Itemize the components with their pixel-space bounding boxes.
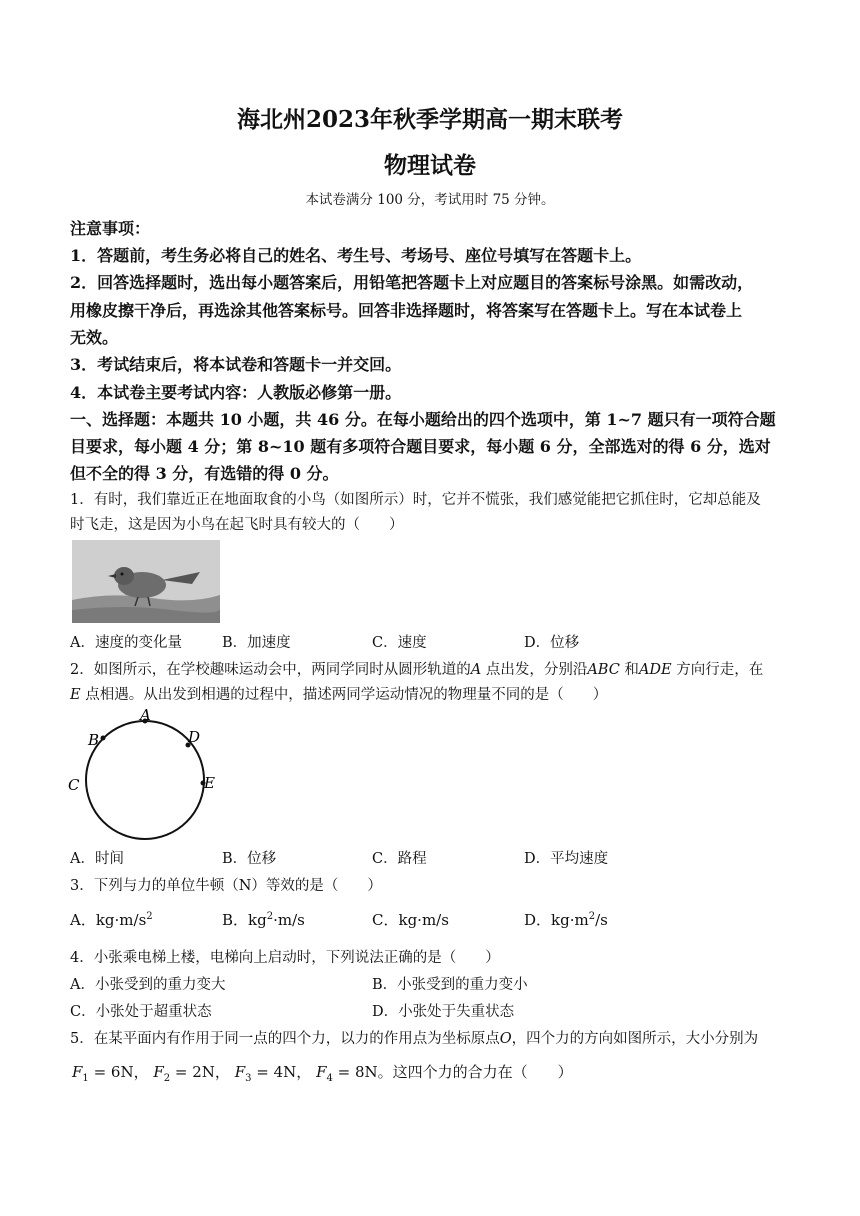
force-symbol: F <box>316 1063 327 1081</box>
label-c: C <box>68 776 80 794</box>
q2-point-e: E <box>70 687 81 703</box>
unit-exponent: 2 <box>588 911 596 922</box>
force-subscript: 2 <box>163 1073 171 1084</box>
force-symbol: F <box>234 1063 246 1081</box>
label-b: B <box>88 731 100 749</box>
q3-option-c <box>372 909 449 930</box>
unit-text: kg <box>248 911 267 929</box>
q2-path-abc: ABC <box>587 662 620 678</box>
q1-text: 1．有时，我们靠近正在地面取食的小鸟（如图所示）时，它并不慌张，我们感觉能把它抓住时，它却总能及 <box>70 492 761 508</box>
q5-text: 这四个力的合力在（ ） <box>392 1063 573 1081</box>
option-prefix: C． <box>372 911 399 929</box>
q2-point-a: A <box>470 662 482 678</box>
notice-line: 4．本试卷主要考试内容：人教版必修第一册。 <box>70 383 402 402</box>
unit-text: /s <box>595 911 608 929</box>
q5-line1 <box>70 1027 758 1048</box>
circular-track-diagram <box>64 704 224 844</box>
notice-line: 用橡皮擦干净后，再选涂其他答案标号。回答非选择题时，将答案写在答题卡上。写在本试卷上 <box>70 301 743 320</box>
q2-line1 <box>70 658 763 679</box>
q4-option-a: A．小张受到的重力变大 <box>70 977 226 993</box>
q1-option-d: D．位移 <box>524 635 580 651</box>
exam-info: 本试卷满分 100 分，考试用时 75 分钟。 <box>305 192 555 208</box>
bird-photo <box>72 540 220 623</box>
q2-option-c: C．路程 <box>372 851 427 867</box>
label-e: E <box>204 774 215 792</box>
q2-option-b: B．位移 <box>222 851 277 867</box>
q2-option-d: D．平均速度 <box>524 851 609 867</box>
force-symbol: F <box>153 1063 164 1081</box>
unit-exponent: 2 <box>266 911 274 922</box>
q5-line2 <box>72 1061 573 1084</box>
q4-option-c: C．小张处于超重状态 <box>70 1004 212 1020</box>
unit-text: kg·m <box>551 911 589 929</box>
point-b-dot <box>101 736 106 741</box>
q3-option-a <box>70 909 153 930</box>
notice-line: 无效。 <box>70 328 119 347</box>
q1-option-b: B．加速度 <box>222 635 291 651</box>
option-prefix: A． <box>70 911 96 929</box>
notice-line: 3．考试结束后，将本试卷和答题卡一并交回。 <box>70 355 402 374</box>
unit-text: kg·m/s <box>95 911 147 929</box>
q2-text: 点相遇。从出发到相遇的过程中，描述两同学运动情况的物理量不同的是（ ） <box>80 687 608 703</box>
notice-heading: 注意事项： <box>70 219 151 238</box>
force-subscript: 3 <box>245 1073 252 1084</box>
force-symbol: F <box>72 1063 83 1081</box>
q2-text: 方向行走，在 <box>671 662 764 678</box>
exam-subject: 物理试卷 <box>384 152 476 179</box>
q5-text: 5．在某平面内有作用于同一点的四个力，以力的作用点为坐标原点 <box>70 1031 500 1047</box>
section-heading: 目要求，每小题 4 分；第 8~10 题有多项符合题目要求，每小题 6 分，全部选对的得 6 分，选对 <box>70 437 771 456</box>
option-prefix: D． <box>524 911 552 929</box>
section-heading: 一、选择题：本题共 10 小题，共 46 分。在每小题给出的四个选项中，第 1~7 题只有一项符合题 <box>70 410 776 429</box>
unit-text: ·m/s <box>273 911 305 929</box>
force-subscript: 1 <box>82 1073 89 1084</box>
q1-option-a: A．速度的变化量 <box>70 635 182 651</box>
section-heading: 但不全的得 3 分，有选错的得 0 分。 <box>70 464 339 483</box>
notice-line: 1．答题前，考生务必将自己的姓名、考生号、考场号、座位号填写在答题卡上。 <box>70 246 642 265</box>
q4-option-b: B．小张受到的重力变小 <box>372 977 528 993</box>
q2-option-a: A．时间 <box>70 851 124 867</box>
force-value: = 2N， <box>170 1063 230 1081</box>
q5-origin: O <box>499 1031 512 1047</box>
q5-text: ，四个力的方向如图所示，大小分别为 <box>511 1031 759 1047</box>
q2-text: 点出发，分别沿 <box>481 662 588 678</box>
q1-option-c: C．速度 <box>372 635 427 651</box>
label-d: D <box>188 728 201 746</box>
q3-option-d <box>524 909 608 930</box>
q3-text: 3．下列与力的单位牛顿（N）等效的是（ ） <box>70 878 382 894</box>
q1-text: 时飞走，这是因为小鸟在起飞时具有较大的（ ） <box>70 517 404 533</box>
force-subscript: 4 <box>326 1073 333 1084</box>
q4-text: 4．小张乘电梯上楼，电梯向上启动时，下列说法正确的是（ ） <box>70 950 500 966</box>
exam-title: 海北州2023年秋季学期高一期末联考 <box>236 106 623 133</box>
q2-text: 和 <box>619 662 639 678</box>
unit-text: kg·m/s <box>398 911 449 929</box>
q2-text: 2．如图所示，在学校趣味运动会中，两同学同时从圆形轨道的 <box>70 662 471 678</box>
force-value: = 6N， <box>88 1063 149 1081</box>
notice-line: 2．回答选择题时，选出每小题答案后，用铅笔把答题卡上对应题目的答案标号涂黑。如需改动， <box>70 273 754 292</box>
label-a: A <box>140 706 151 724</box>
force-value: = 8N。 <box>332 1063 393 1081</box>
q2-line2 <box>70 683 607 704</box>
q4-option-d: D．小张处于失重状态 <box>372 1004 515 1020</box>
q2-path-ade: ADE <box>638 662 672 678</box>
force-value: = 4N， <box>251 1063 312 1081</box>
q3-option-b <box>222 909 305 930</box>
option-prefix: B． <box>222 911 249 929</box>
unit-exponent: 2 <box>146 911 153 922</box>
